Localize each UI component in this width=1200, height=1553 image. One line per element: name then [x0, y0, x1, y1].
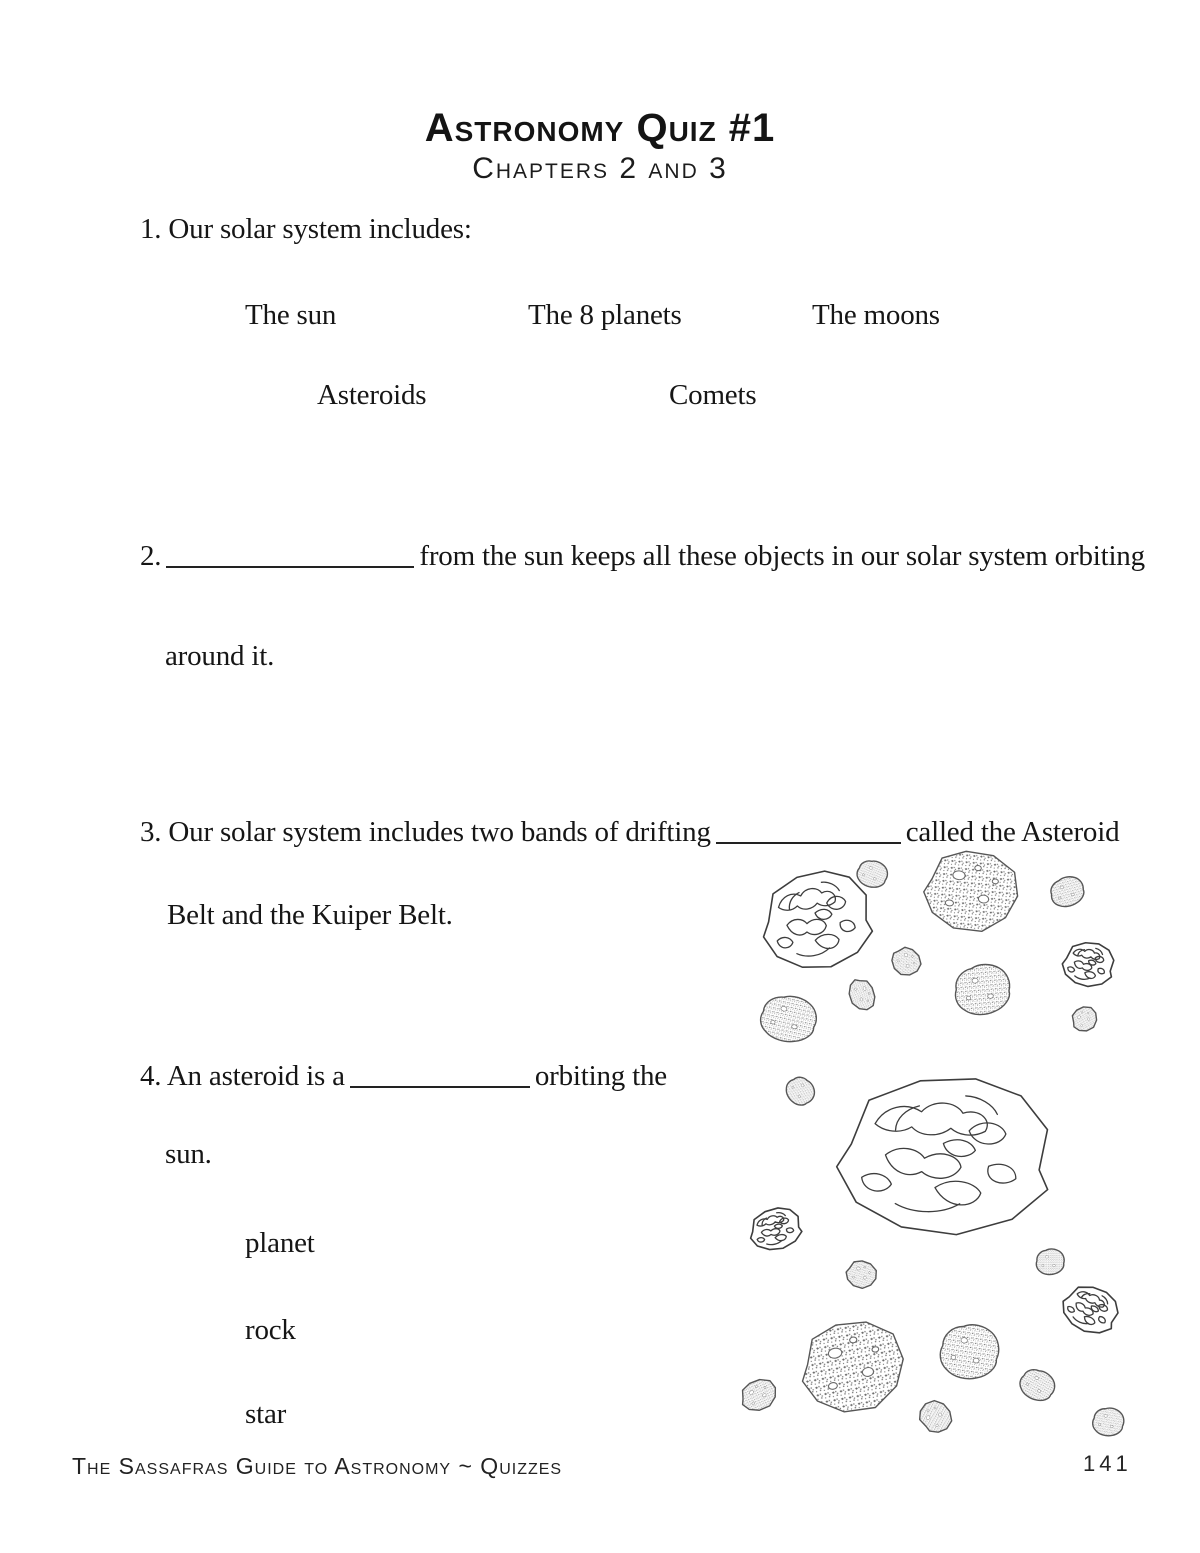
- asteroid: [746, 1204, 805, 1254]
- asteroid: [736, 1374, 782, 1416]
- q1-option-asteroids: Asteroids: [317, 379, 427, 411]
- q4-option-planet: planet: [245, 1227, 315, 1259]
- asteroid: [835, 1074, 1052, 1238]
- asteroid: [914, 1396, 957, 1438]
- asteroid: [756, 866, 877, 976]
- q1-option-the-8-planets: The 8 planets: [528, 299, 682, 331]
- q1-option-the-moons: The moons: [812, 299, 940, 331]
- answer-blank-q2: [166, 565, 414, 568]
- question-1-number: 1.: [140, 213, 162, 245]
- asteroid: [1036, 1249, 1064, 1275]
- footer-book-title: The Sassafras Guide to Astronomy ~ Quizzes: [72, 1453, 563, 1479]
- answer-blank-q4: [350, 1085, 530, 1088]
- asteroid: [953, 962, 1012, 1016]
- question-3-line2: Belt and the Kuiper Belt.: [167, 899, 453, 931]
- asteroid: [937, 1321, 1002, 1383]
- question-1-text: Our solar system includes:: [168, 213, 472, 245]
- question-4-text-before: An asteroid is a: [166, 1060, 345, 1092]
- asteroid: [1047, 873, 1087, 909]
- asteroid: [1055, 1277, 1124, 1341]
- q1-option-comets: Comets: [669, 379, 757, 411]
- question-1: [140, 212, 472, 246]
- question-4: [140, 1059, 667, 1093]
- q4-option-star: star: [245, 1398, 287, 1430]
- asteroid: [794, 1315, 911, 1420]
- page-title: Astronomy Quiz #1: [424, 106, 776, 150]
- asteroid: [886, 942, 926, 981]
- page-number: 141: [1083, 1451, 1132, 1476]
- question-3-text-before: Our solar system includes two bands of drifting: [168, 816, 711, 848]
- asteroid: [843, 1258, 879, 1291]
- asteroid: [1059, 938, 1116, 990]
- asteroid: [1067, 1003, 1101, 1036]
- question-2-line2: around it.: [165, 640, 275, 672]
- question-2: [140, 539, 1145, 573]
- asteroid: [1091, 1405, 1126, 1438]
- question-3-number: 3.: [140, 816, 162, 848]
- question-3-text-after: called the Asteroid: [905, 816, 1120, 848]
- asteroid-field-illustration: [720, 830, 1180, 1480]
- question-4-text-after: orbiting the: [534, 1060, 667, 1092]
- question-2-number: 2.: [140, 540, 162, 572]
- question-4-number: 4.: [140, 1060, 162, 1092]
- asteroid: [757, 991, 820, 1047]
- q4-option-rock: rock: [245, 1314, 296, 1346]
- q1-option-the-sun: The sun: [245, 299, 337, 331]
- question-2-text: from the sun keeps all these objects in our solar system orbiting: [419, 540, 1145, 572]
- asteroid: [854, 856, 891, 891]
- asteroid: [921, 848, 1021, 934]
- asteroid: [1015, 1364, 1059, 1407]
- asteroid: [782, 1072, 820, 1110]
- asteroid: [845, 975, 879, 1013]
- question-4-line2: sun.: [165, 1138, 212, 1170]
- page-subtitle: Chapters 2 and 3: [472, 152, 728, 185]
